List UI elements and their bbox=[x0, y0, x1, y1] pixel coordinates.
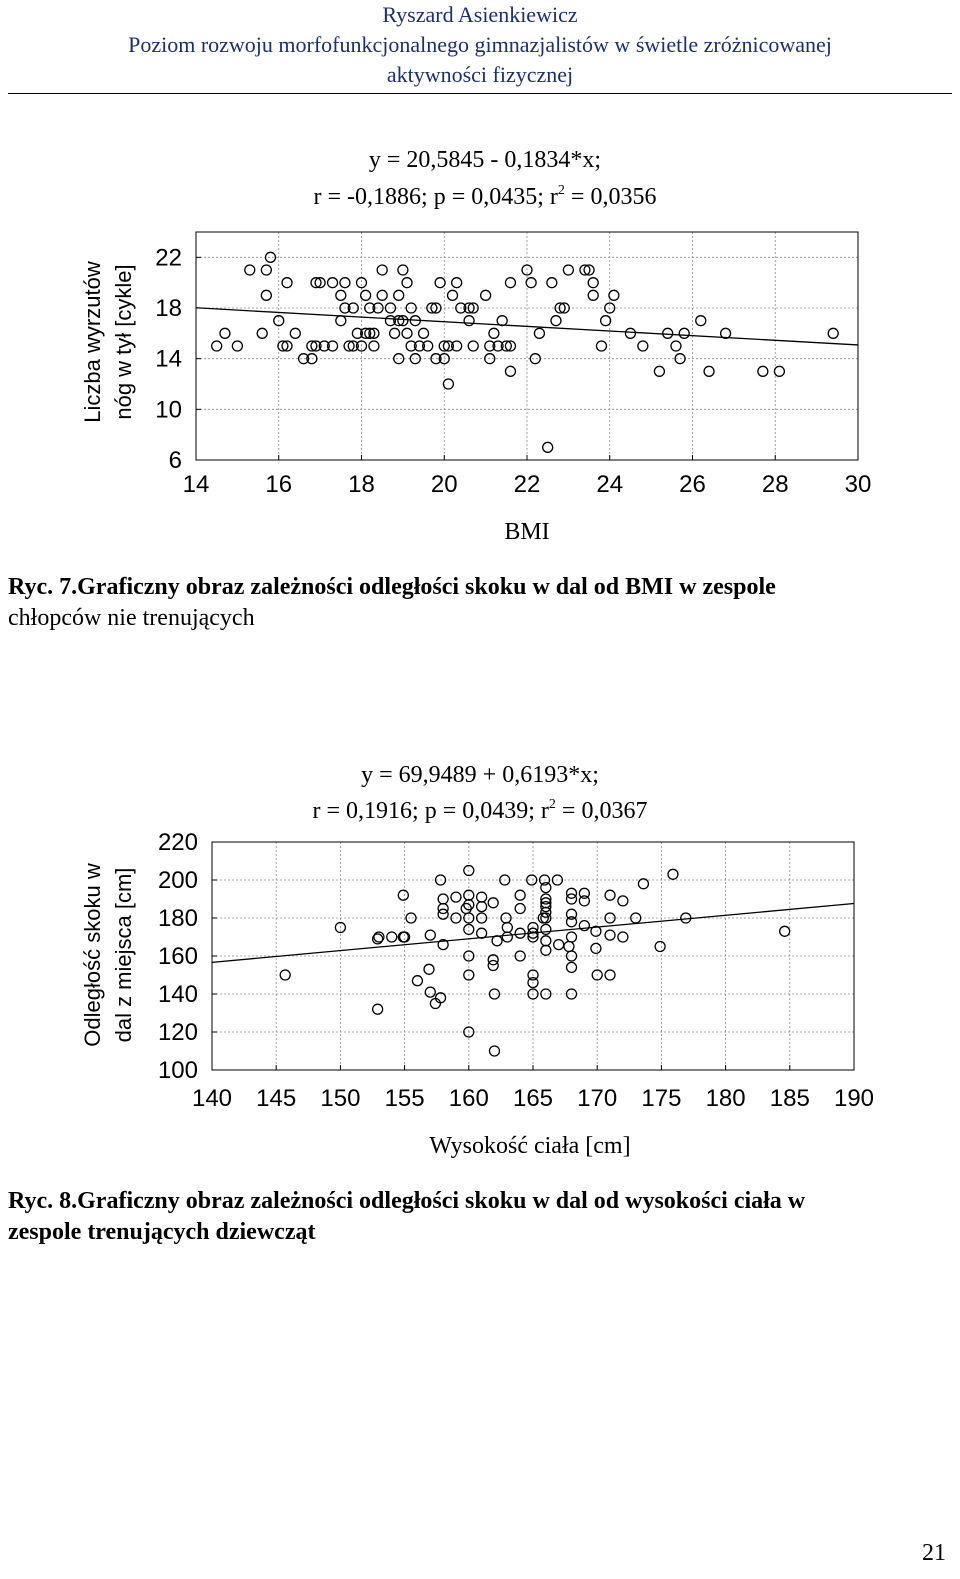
data-point bbox=[605, 890, 615, 900]
data-point bbox=[489, 1046, 499, 1056]
plot-area bbox=[155, 232, 871, 498]
data-point bbox=[515, 890, 525, 900]
y-axis-label-line1: Liczba wyrzutów bbox=[80, 261, 105, 423]
data-point bbox=[489, 328, 499, 338]
y-tick-label: 6 bbox=[168, 447, 182, 474]
data-point bbox=[438, 904, 448, 914]
scatter-chart-height bbox=[0, 750, 960, 1190]
data-point bbox=[758, 366, 768, 376]
data-point bbox=[394, 354, 404, 364]
data-point bbox=[591, 943, 601, 953]
caption-line2: chłopców nie trenujących bbox=[8, 605, 255, 631]
data-point bbox=[663, 328, 673, 338]
data-point bbox=[541, 907, 551, 917]
data-point bbox=[605, 970, 615, 980]
data-point bbox=[425, 987, 435, 997]
data-point bbox=[679, 328, 689, 338]
data-point bbox=[232, 341, 242, 351]
y-tick-label: 120 bbox=[157, 1019, 198, 1046]
caption-lead: Ryc. 8. bbox=[8, 1188, 78, 1214]
data-point bbox=[390, 328, 400, 338]
data-point bbox=[361, 290, 371, 300]
data-point bbox=[357, 278, 367, 288]
x-tick-label: 26 bbox=[679, 471, 706, 498]
data-point bbox=[212, 341, 222, 351]
equation-line1: y = 20,5845 - 0,1834*x; bbox=[368, 147, 602, 173]
data-point bbox=[567, 932, 577, 942]
data-point bbox=[588, 278, 598, 288]
data-point bbox=[502, 932, 512, 942]
data-point bbox=[563, 265, 573, 275]
data-point bbox=[387, 932, 397, 942]
data-point bbox=[567, 962, 577, 972]
data-point bbox=[464, 924, 474, 934]
data-point bbox=[328, 278, 338, 288]
data-point bbox=[567, 888, 577, 898]
x-tick-label: 20 bbox=[430, 471, 458, 498]
data-point bbox=[721, 328, 731, 338]
data-point bbox=[515, 904, 525, 914]
y-tick-label: 10 bbox=[155, 396, 182, 424]
data-point bbox=[541, 924, 551, 934]
data-point bbox=[443, 379, 453, 389]
y-axis-label-line2: nóg w tył [cykle] bbox=[111, 264, 136, 420]
data-point bbox=[398, 890, 408, 900]
data-point bbox=[425, 930, 435, 940]
x-tick-label: 14 bbox=[182, 471, 210, 498]
x-tick-label: 160 bbox=[448, 1085, 489, 1112]
y-tick-label: 200 bbox=[157, 867, 198, 894]
data-point bbox=[412, 976, 422, 986]
data-point bbox=[774, 366, 784, 376]
data-point bbox=[488, 961, 498, 971]
equation-line1: y = 69,9489 + 0,6193*x; bbox=[361, 762, 599, 788]
data-point bbox=[654, 366, 664, 376]
data-point bbox=[638, 879, 648, 889]
data-point bbox=[438, 909, 448, 919]
data-point bbox=[492, 936, 502, 946]
data-point bbox=[567, 917, 577, 927]
plot-area bbox=[158, 829, 874, 1112]
data-point bbox=[451, 892, 461, 902]
data-point bbox=[609, 290, 619, 300]
data-point bbox=[419, 328, 429, 338]
data-point bbox=[245, 265, 255, 275]
data-point bbox=[290, 328, 300, 338]
data-point bbox=[618, 896, 628, 906]
data-point bbox=[668, 869, 678, 879]
data-point bbox=[340, 278, 350, 288]
y-tick-label: 22 bbox=[155, 244, 182, 272]
data-point bbox=[530, 354, 540, 364]
y-tick-label: 180 bbox=[157, 905, 198, 932]
data-point bbox=[369, 341, 379, 351]
data-point bbox=[780, 926, 790, 936]
y-tick-label: 18 bbox=[155, 295, 182, 322]
data-point bbox=[564, 942, 574, 952]
x-axis-label: Wysokość ciała [cm] bbox=[429, 1133, 631, 1159]
caption-line2: zespole trenujących dziewcząt bbox=[8, 1219, 316, 1245]
page-number: 21 bbox=[922, 1540, 946, 1566]
data-point bbox=[438, 894, 448, 904]
header-author: Ryszard Asienkiewicz bbox=[382, 2, 578, 27]
data-point bbox=[406, 913, 416, 923]
data-point bbox=[696, 316, 706, 326]
data-point bbox=[468, 341, 478, 351]
y-tick-label: 140 bbox=[157, 981, 198, 1008]
x-tick-label: 18 bbox=[348, 471, 375, 498]
data-point bbox=[477, 892, 487, 902]
x-tick-label: 190 bbox=[833, 1085, 875, 1112]
data-point bbox=[257, 328, 267, 338]
x-tick-label: 180 bbox=[705, 1085, 746, 1112]
data-point bbox=[551, 316, 561, 326]
data-point bbox=[541, 936, 551, 946]
data-point bbox=[477, 928, 487, 938]
data-point bbox=[554, 940, 564, 950]
data-point bbox=[481, 290, 491, 300]
data-point bbox=[601, 316, 611, 326]
data-point bbox=[448, 290, 458, 300]
data-point bbox=[655, 942, 665, 952]
header-title-line1: Poziom rozwoju morfofunkcjonalnego gimnazjalistów w świetle zróżnicowanej bbox=[128, 32, 832, 57]
x-tick-label: 155 bbox=[384, 1085, 425, 1112]
data-point bbox=[220, 328, 230, 338]
scatter-chart-bmi bbox=[0, 0, 960, 560]
data-point bbox=[424, 964, 434, 974]
caption-lead: Ryc. 7. bbox=[8, 574, 78, 600]
data-point bbox=[579, 896, 589, 906]
x-tick-label: 28 bbox=[761, 471, 789, 498]
data-point bbox=[435, 278, 445, 288]
y-axis-label-line1: Odległość skoku w bbox=[80, 863, 105, 1047]
y-tick-label: 14 bbox=[155, 345, 182, 373]
data-point bbox=[505, 278, 515, 288]
data-point bbox=[261, 290, 271, 300]
data-point bbox=[464, 316, 474, 326]
y-tick-label: 100 bbox=[157, 1057, 198, 1084]
x-tick-label: 16 bbox=[265, 471, 293, 498]
data-point bbox=[567, 894, 577, 904]
caption-text: Graficzny obraz zależności odległości skoku w dal od wysokości ciała w bbox=[77, 1188, 806, 1214]
data-point bbox=[543, 442, 553, 452]
data-point bbox=[505, 366, 515, 376]
data-point bbox=[579, 921, 589, 931]
data-point bbox=[538, 913, 548, 923]
data-point bbox=[398, 265, 408, 275]
x-tick-label: 22 bbox=[513, 471, 541, 498]
equation-line2: r = -0,1886; p = 0,0435; $r^2 = 0,0356$ bbox=[313, 183, 657, 210]
x-axis-label: BMI bbox=[504, 519, 550, 545]
data-point bbox=[377, 290, 387, 300]
data-point bbox=[394, 290, 404, 300]
data-point bbox=[541, 883, 551, 893]
equation-line2: r = 0,1916; p = 0,0439; $r^2 = 0,0367$ bbox=[312, 797, 648, 824]
x-tick-label: 185 bbox=[769, 1085, 810, 1112]
x-tick-label: 165 bbox=[512, 1085, 554, 1112]
data-point bbox=[828, 328, 838, 338]
x-tick-label: 24 bbox=[596, 471, 624, 498]
y-tick-label: 220 bbox=[157, 829, 198, 856]
data-point bbox=[704, 366, 714, 376]
data-point bbox=[477, 902, 487, 912]
y-axis-label-line2: dal z miejsca [cm] bbox=[111, 867, 136, 1043]
data-point bbox=[373, 1004, 383, 1014]
x-tick-label: 150 bbox=[320, 1085, 361, 1112]
data-point bbox=[261, 265, 271, 275]
data-point bbox=[596, 341, 606, 351]
x-tick-label: 30 bbox=[844, 471, 872, 498]
data-point bbox=[452, 278, 462, 288]
data-point bbox=[638, 341, 648, 351]
data-point bbox=[547, 278, 557, 288]
caption-text: Graficzny obraz zależności odległości skoku w dal od BMI w zespole bbox=[77, 574, 776, 600]
x-tick-label: 140 bbox=[191, 1085, 233, 1112]
figure1-caption bbox=[8, 572, 952, 634]
data-point bbox=[402, 278, 412, 288]
data-point bbox=[502, 923, 512, 933]
data-point bbox=[541, 945, 551, 955]
data-point bbox=[410, 354, 420, 364]
x-tick-label: 175 bbox=[641, 1085, 682, 1112]
data-point bbox=[671, 341, 681, 351]
figure2-caption bbox=[8, 1186, 952, 1248]
data-point bbox=[280, 970, 290, 980]
data-point bbox=[406, 303, 416, 313]
data-point bbox=[618, 932, 628, 942]
data-point bbox=[336, 290, 346, 300]
data-point bbox=[625, 328, 635, 338]
data-point bbox=[605, 930, 615, 940]
x-tick-label: 170 bbox=[577, 1085, 618, 1112]
data-point bbox=[336, 316, 346, 326]
data-point bbox=[588, 290, 598, 300]
data-point bbox=[282, 278, 292, 288]
data-point bbox=[402, 328, 412, 338]
data-point bbox=[377, 265, 387, 275]
data-point bbox=[497, 316, 507, 326]
header-title-line2: aktywności fizycznej bbox=[386, 62, 574, 87]
data-point bbox=[534, 328, 544, 338]
data-point bbox=[526, 278, 536, 288]
data-point bbox=[488, 898, 498, 908]
y-tick-label: 160 bbox=[157, 943, 198, 970]
x-tick-label: 145 bbox=[256, 1085, 297, 1112]
